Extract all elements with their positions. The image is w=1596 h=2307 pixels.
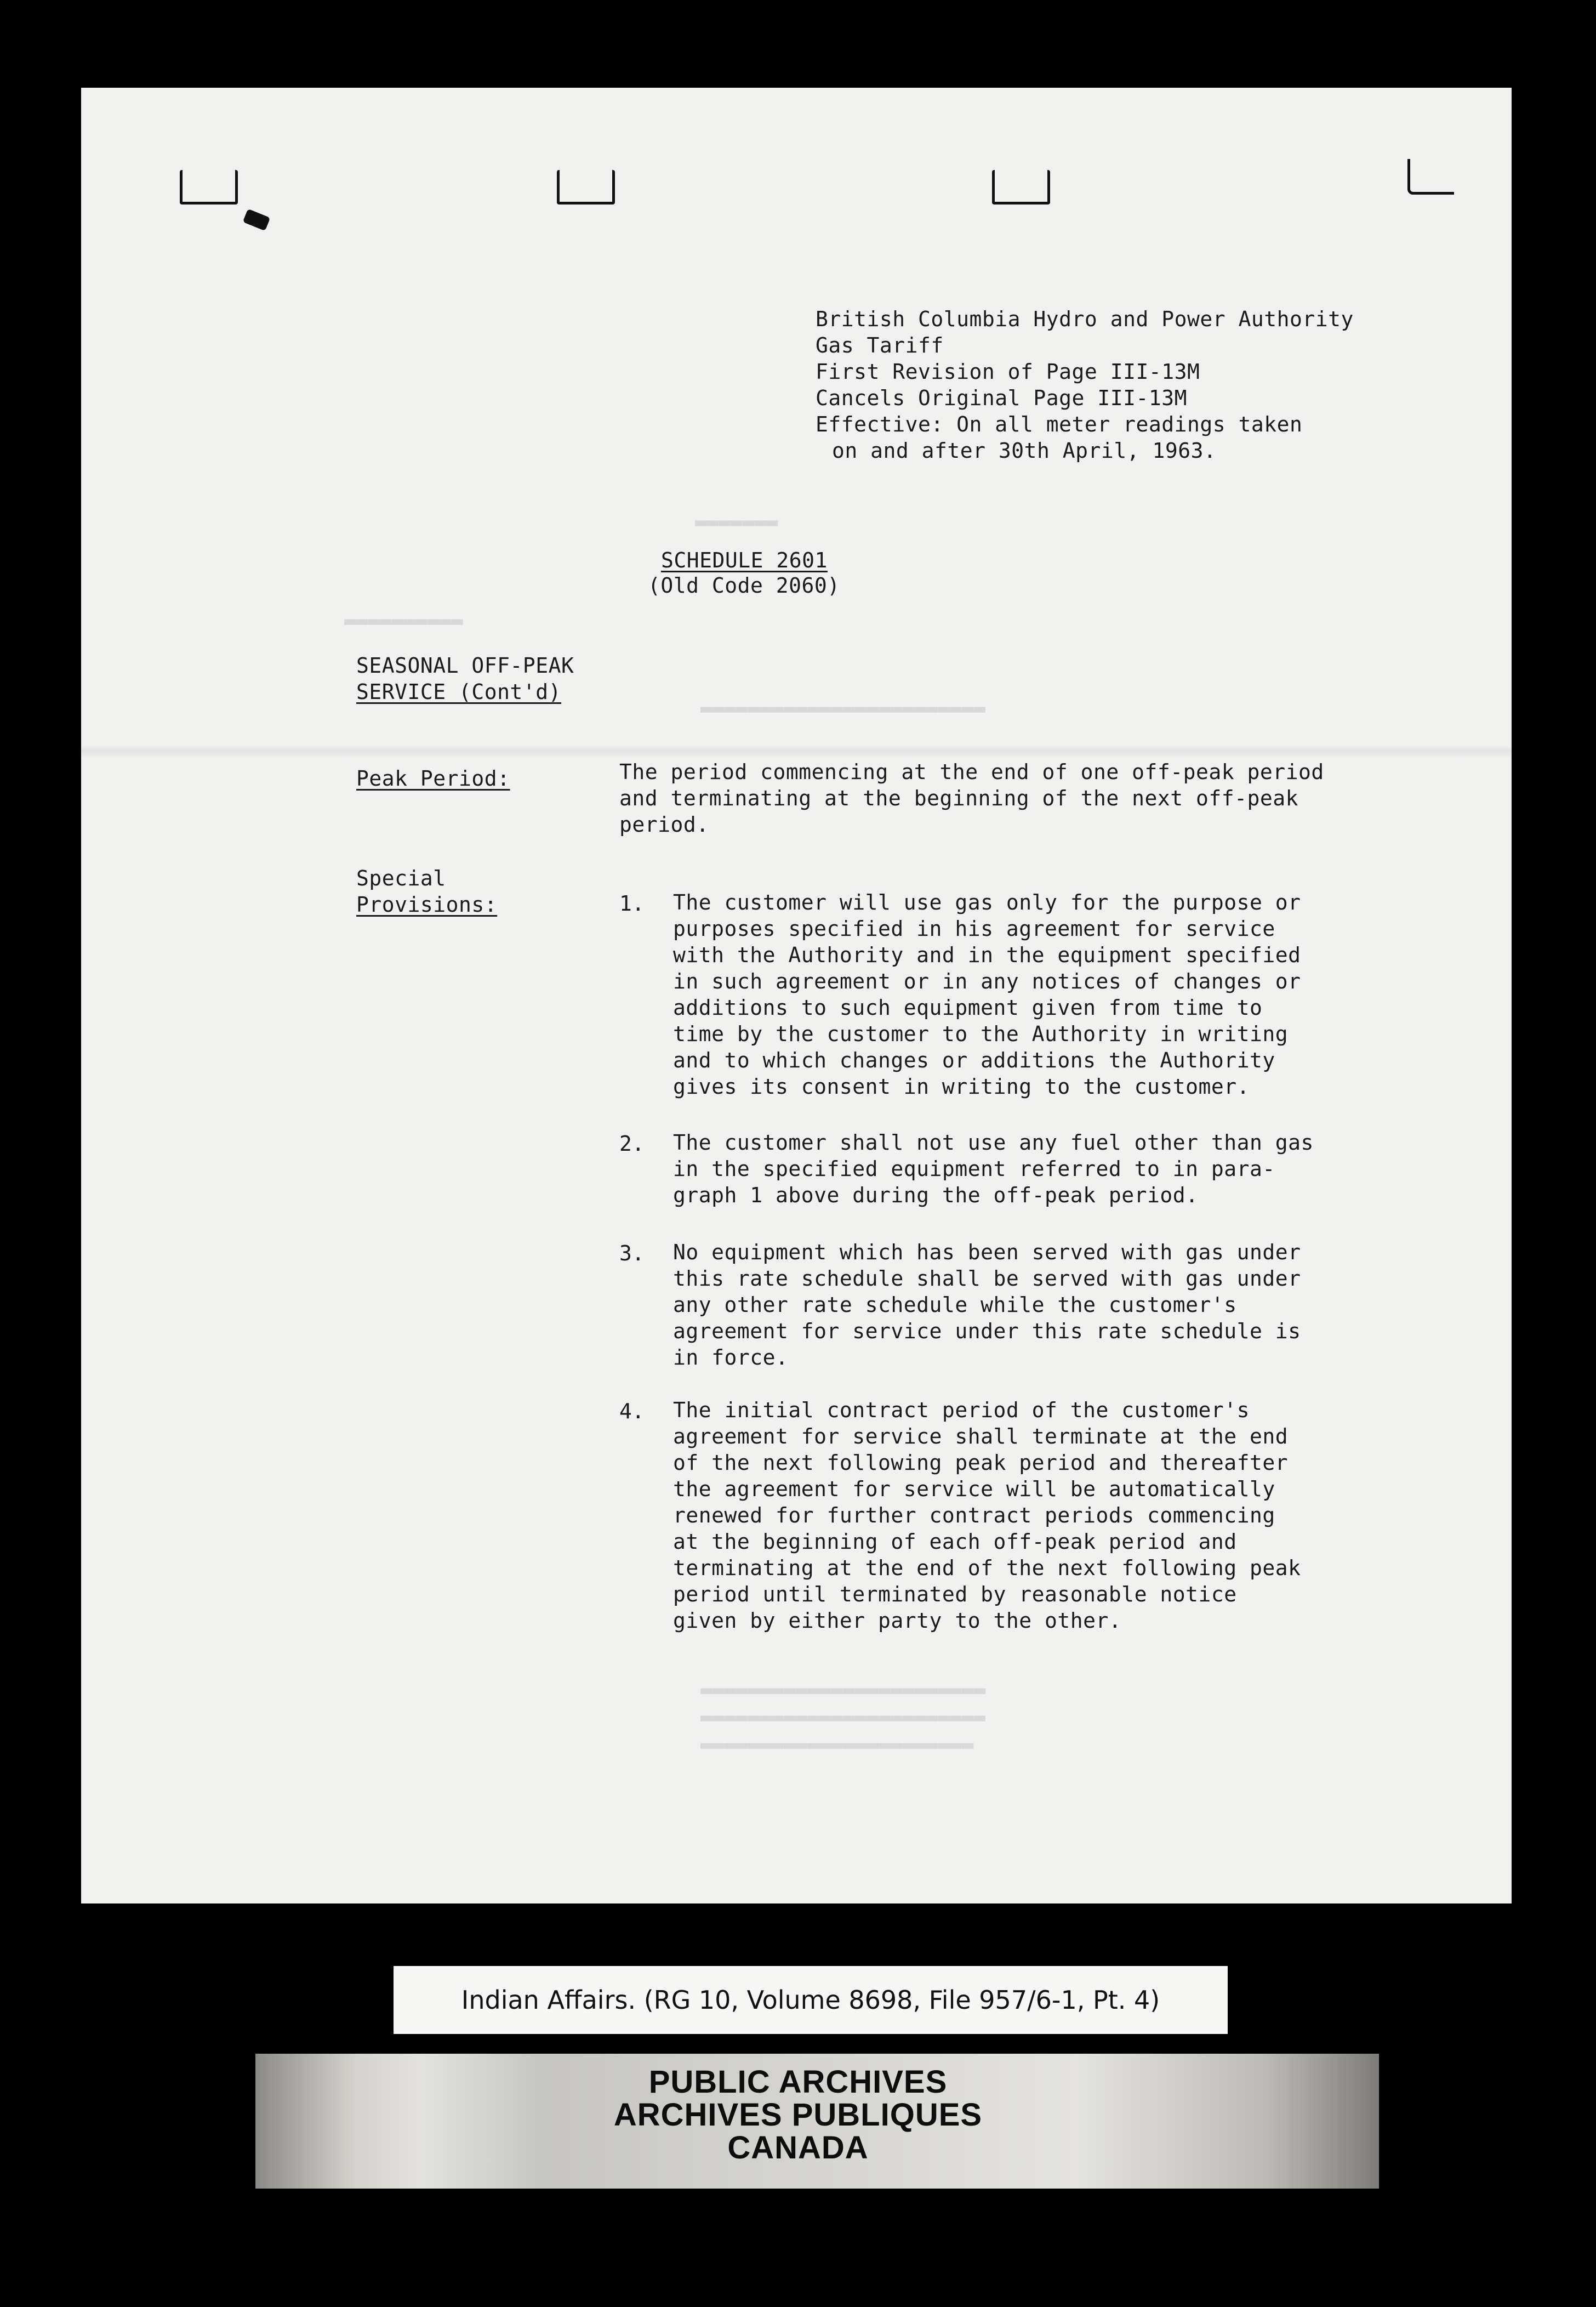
- peak-period-label: Peak Period:: [356, 766, 510, 791]
- section-heading-line2: SERVICE (Cont'd): [356, 680, 562, 704]
- provision-4-text: at the beginning of each off-peak period and: [673, 1530, 1237, 1554]
- header-authority: British Columbia Hydro and Power Authority: [816, 307, 1354, 331]
- bleed-through-text: ▬▬▬▬▬▬▬▬▬▬: [344, 610, 463, 632]
- provision-number: 2.: [619, 1132, 645, 1156]
- provision-4-text: terminating at the end of the next following peak: [673, 1556, 1301, 1580]
- punch-mark: [243, 209, 271, 231]
- archive-stamp: [0, 2066, 1596, 2164]
- provision-1-text: time by the customer to the Authority in writing: [673, 1022, 1289, 1046]
- binder-clip-center-right: [992, 170, 1050, 204]
- provision-1-text: with the Authority and in the equipment specified: [673, 943, 1301, 967]
- archive-stamp-line2: ARCHIVES PUBLIQUES: [613, 2097, 983, 2133]
- bleed-through-text: ▬▬▬▬▬▬▬▬▬▬▬▬▬▬▬▬▬▬▬▬▬▬▬▬: [700, 1679, 986, 1701]
- bleed-through-text: ▬▬▬▬▬▬▬▬▬▬▬▬▬▬▬▬▬▬▬▬▬▬▬▬: [700, 697, 986, 720]
- provision-3-text: agreement for service under this rate schedule is: [673, 1319, 1301, 1343]
- document-page: [81, 88, 1512, 1903]
- binder-clip-center-left: [557, 170, 615, 204]
- provision-4-text: given by either party to the other.: [673, 1609, 1122, 1633]
- peak-period-text: The period commencing at the end of one off-peak period: [619, 760, 1324, 784]
- provision-number: 1.: [619, 891, 645, 916]
- provision-4-text: agreement for service shall terminate at the end: [673, 1424, 1289, 1448]
- schedule-title: SCHEDULE 2601: [661, 548, 828, 572]
- binder-clip-left: [180, 170, 238, 204]
- provision-1-text: in such agreement or in any notices of changes or: [673, 969, 1301, 993]
- archive-stamp-line1: PUBLIC ARCHIVES: [648, 2064, 948, 2100]
- provision-4-text: of the next following peak period and thereafter: [673, 1451, 1289, 1475]
- provision-1-text: purposes specified in his agreement for service: [673, 917, 1275, 941]
- bleed-through-text: ▬▬▬▬▬▬▬▬▬▬▬▬▬▬▬▬▬▬▬▬▬▬▬▬: [700, 1706, 986, 1729]
- provision-2-text: in the specified equipment referred to in para-: [673, 1157, 1275, 1181]
- bleed-through-text: ▬▬▬▬▬▬▬: [695, 511, 778, 533]
- provision-3-text: any other rate schedule while the customer's: [673, 1293, 1237, 1317]
- archive-reference-label: Indian Affairs. (RG 10, Volume 8698, File 957/6-1, Pt. 4): [394, 1966, 1228, 2034]
- provision-1-text: The customer will use gas only for the purpose or: [673, 890, 1301, 914]
- provision-1-text: and to which changes or additions the Authority: [673, 1048, 1275, 1072]
- provision-3-text: in force.: [673, 1345, 789, 1370]
- header-effective-date: on and after 30th April, 1963.: [832, 439, 1217, 463]
- section-heading-line1: SEASONAL OFF-PEAK: [356, 654, 574, 678]
- archive-stamp-line3: CANADA: [727, 2130, 869, 2166]
- provision-1-text: additions to such equipment given from time to: [673, 996, 1263, 1020]
- provision-number: 4.: [619, 1399, 645, 1423]
- provision-3-text: No equipment which has been served with gas under: [673, 1240, 1301, 1264]
- provision-2-text: graph 1 above during the off-peak period.: [673, 1183, 1199, 1207]
- peak-period-text: period.: [619, 812, 709, 837]
- provision-1-text: gives its consent in writing to the customer.: [673, 1075, 1250, 1099]
- peak-period-text: and terminating at the beginning of the next off-peak: [619, 786, 1299, 810]
- provision-4-text: The initial contract period of the customer's: [673, 1398, 1250, 1422]
- provision-3-text: this rate schedule shall be served with gas under: [673, 1266, 1301, 1291]
- provision-number: 3.: [619, 1241, 645, 1265]
- special-provisions-label: Provisions:: [356, 893, 498, 917]
- bleed-through-text: ▬▬▬▬▬▬▬▬▬▬▬▬▬▬▬▬▬▬▬▬▬▬▬: [700, 1734, 974, 1756]
- header-tariff: Gas Tariff: [816, 333, 944, 357]
- special-provisions-label: Special: [356, 866, 446, 890]
- provision-4-text: the agreement for service will be automatically: [673, 1477, 1275, 1501]
- header-effective: Effective: On all meter readings taken: [816, 412, 1303, 436]
- header-revision: First Revision of Page III-13M: [816, 360, 1200, 384]
- provision-4-text: renewed for further contract periods commencing: [673, 1503, 1275, 1527]
- provision-4-text: period until terminated by reasonable notice: [673, 1582, 1237, 1606]
- schedule-old-code: (Old Code 2060): [648, 573, 840, 598]
- header-cancels: Cancels Original Page III-13M: [816, 386, 1187, 410]
- provision-2-text: The customer shall not use any fuel other than gas: [673, 1130, 1314, 1155]
- binder-clip-right: [1407, 159, 1454, 195]
